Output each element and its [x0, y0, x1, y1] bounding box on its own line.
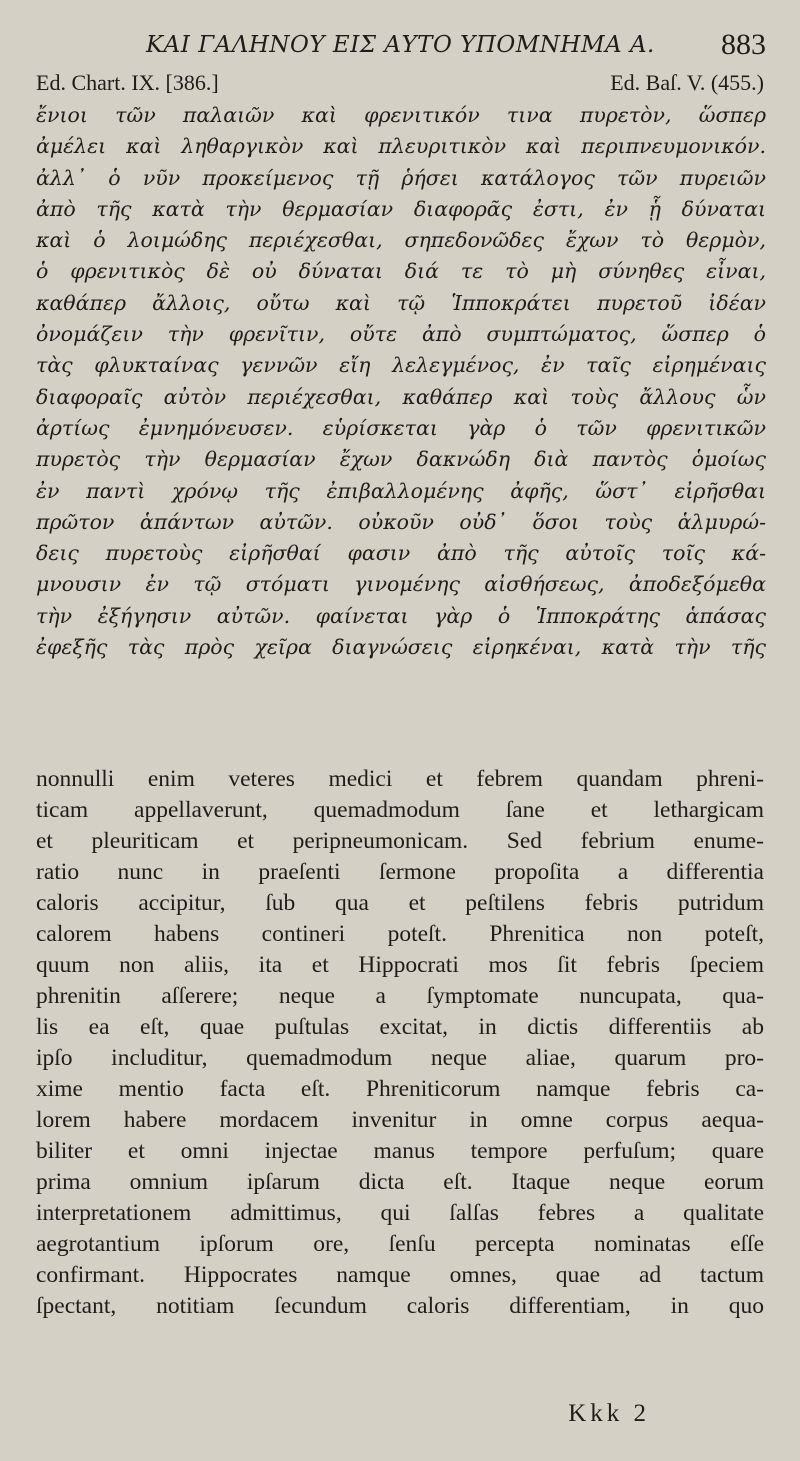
latin-line: aegrotantium ipſorum ore, ſenſu percepta nominatas eſſe	[36, 1231, 764, 1257]
greek-line: ὁ φρενιτικὸς δὲ οὐ δύναται διά τε τὸ μὴ σύνηθες εἶναι,	[36, 259, 766, 284]
edition-chartier-ref: Ed. Chart. IX. [386.]	[36, 70, 219, 95]
edition-reference-line	[36, 70, 764, 102]
latin-line: caloris accipitur, ſub qua et peſtilens febris putridum	[36, 890, 764, 916]
latin-line: xime mentio facta eſt. Phreniticorum namque febris ca-	[36, 1076, 764, 1102]
greek-line: ἔνιοι τῶν παλαιῶν καὶ φρενιτικόν τινα πυρετὸν, ὥσπερ	[36, 103, 766, 127]
latin-text-block	[36, 764, 764, 1322]
latin-line: lis ea eſt, quae puſtulas excitat, in dictis differentiis ab	[36, 1014, 764, 1040]
greek-line: μνουσιν ἐν τῷ στόματι γινομένης αἰσθήσεως, ἀποδεξόμεθα	[36, 572, 766, 597]
running-title: ΚΑΙ ΓΑΛΗΝΟΥ ΕΙΣ ΑΥΤΟ ΥΠΟΜΝΗΜΑ Α.	[146, 32, 655, 58]
greek-line: ἀλλ᾽ ὁ νῦν προκείμενος τῇ ῥήσει κατάλογος τῶν πυρειῶν	[36, 165, 766, 190]
greek-line: τὰς φλυκταίνας γεννῶν εἴη λελεγμένος, ἐν ταῖς εἰρημέναις	[36, 353, 766, 378]
greek-line: πυρετὸς τὴν θερμασίαν ἔχων δακνώδη διὰ παντὸς ὁμοίως	[36, 447, 766, 472]
latin-line: lorem habere mordacem invenitur in omne corpus aequa-	[36, 1107, 764, 1133]
greek-line: ὀνομάζειν τὴν φρενῖτιν, οὔτε ἀπὸ συμπτώματος, ὥσπερ ὁ	[36, 322, 766, 347]
greek-line: ἀρτίως ἐμνημόνευσεν. εὑρίσκεται γὰρ ὁ τῶν φρενιτικῶν	[36, 415, 766, 440]
latin-line: interpretationem admittimus, qui ſalſas febres a qualitate	[36, 1200, 764, 1226]
greek-line: καθάπερ ἄλλοις, οὔτω καὶ τῷ Ἱπποκράτει πυρετοῦ ἰδέαν	[36, 290, 766, 315]
edition-basel-ref: Ed. Baſ. V. (455.)	[610, 70, 764, 95]
greek-line: ἐφεξῆς τὰς πρὸς χεῖρα διαγνώσεις εἰρηκέναι, κατὰ τὴν τῆς	[36, 635, 766, 660]
latin-line: calorem habens contineri poteſt. Phrenitica non poteſt,	[36, 921, 764, 947]
greek-line: τὴν ἐξήγησιν αὐτῶν. φαίνεται γὰρ ὁ Ἱπποκράτης ἁπάσας	[36, 603, 766, 628]
greek-text-block	[36, 100, 766, 663]
latin-line: nonnulli enim veteres medici et febrem quandam phreni-	[36, 766, 764, 792]
latin-line: ratio nunc in praeſenti ſermone propoſita a differentia	[36, 859, 764, 885]
latin-line: confirmant. Hippocrates namque omnes, quae ad tactum	[36, 1262, 764, 1288]
latin-line: phrenitin aſſerere; neque a ſymptomate nuncupata, qua-	[36, 983, 764, 1009]
latin-line: ticam appellaverunt, quemadmodum ſane et lethargicam	[36, 797, 764, 823]
greek-line: ἀμέλει καὶ ληθαργικὸν καὶ πλευριτικὸν καὶ περιπνευμονικόν.	[36, 134, 766, 159]
greek-line: πρῶτον ἁπάντων αὐτῶν. οὐκοῦν οὐδ᾽ ὅσοι τοὺς ἁλμυρώ-	[36, 509, 766, 534]
running-head	[0, 28, 800, 68]
latin-line: prima omnium ipſarum dicta eſt. Itaque neque eorum	[36, 1169, 764, 1195]
latin-line: biliter et omni injectae manus tempore perfuſum; quare	[36, 1138, 764, 1164]
greek-line: ἐν παντὶ χρόνῳ τῆς ἐπιβαλλομένης ἀφῆς, ὥστ᾽ εἰρῆσθαι	[36, 478, 766, 503]
page-number: 883	[721, 28, 766, 61]
latin-line: quum non aliis, ita et Hippocrati mos ſit febris ſpeciem	[36, 952, 764, 978]
greek-line: καὶ ὁ λοιμώδης περιέχεσθαι, σηπεδονῶδες ἔχων τὸ θερμὸν,	[36, 228, 766, 253]
greek-line: δεις πυρετοὺς εἰρῆσθαί φασιν ἀπὸ τῆς αὐτοῖς τοῖς κά-	[36, 541, 766, 566]
greek-line: ἀπὸ τῆς κατὰ τὴν θερμασίαν διαφορᾶς ἐστι, ἐν ᾗ δύναται	[36, 196, 766, 221]
latin-line: ipſo includitur, quemadmodum neque aliae, quarum pro-	[36, 1045, 764, 1071]
greek-line: διαφοραῖς αὐτὸν περιέχεσθαι, καθάπερ καὶ τοὺς ἄλλους ὧν	[36, 384, 766, 409]
signature-mark: Kkk 2	[568, 1400, 650, 1427]
latin-line: et pleuriticam et peripneumonicam. Sed febrium enume-	[36, 828, 764, 854]
latin-line: ſpectant, notitiam ſecundum caloris differentiam, in quo	[36, 1293, 764, 1319]
